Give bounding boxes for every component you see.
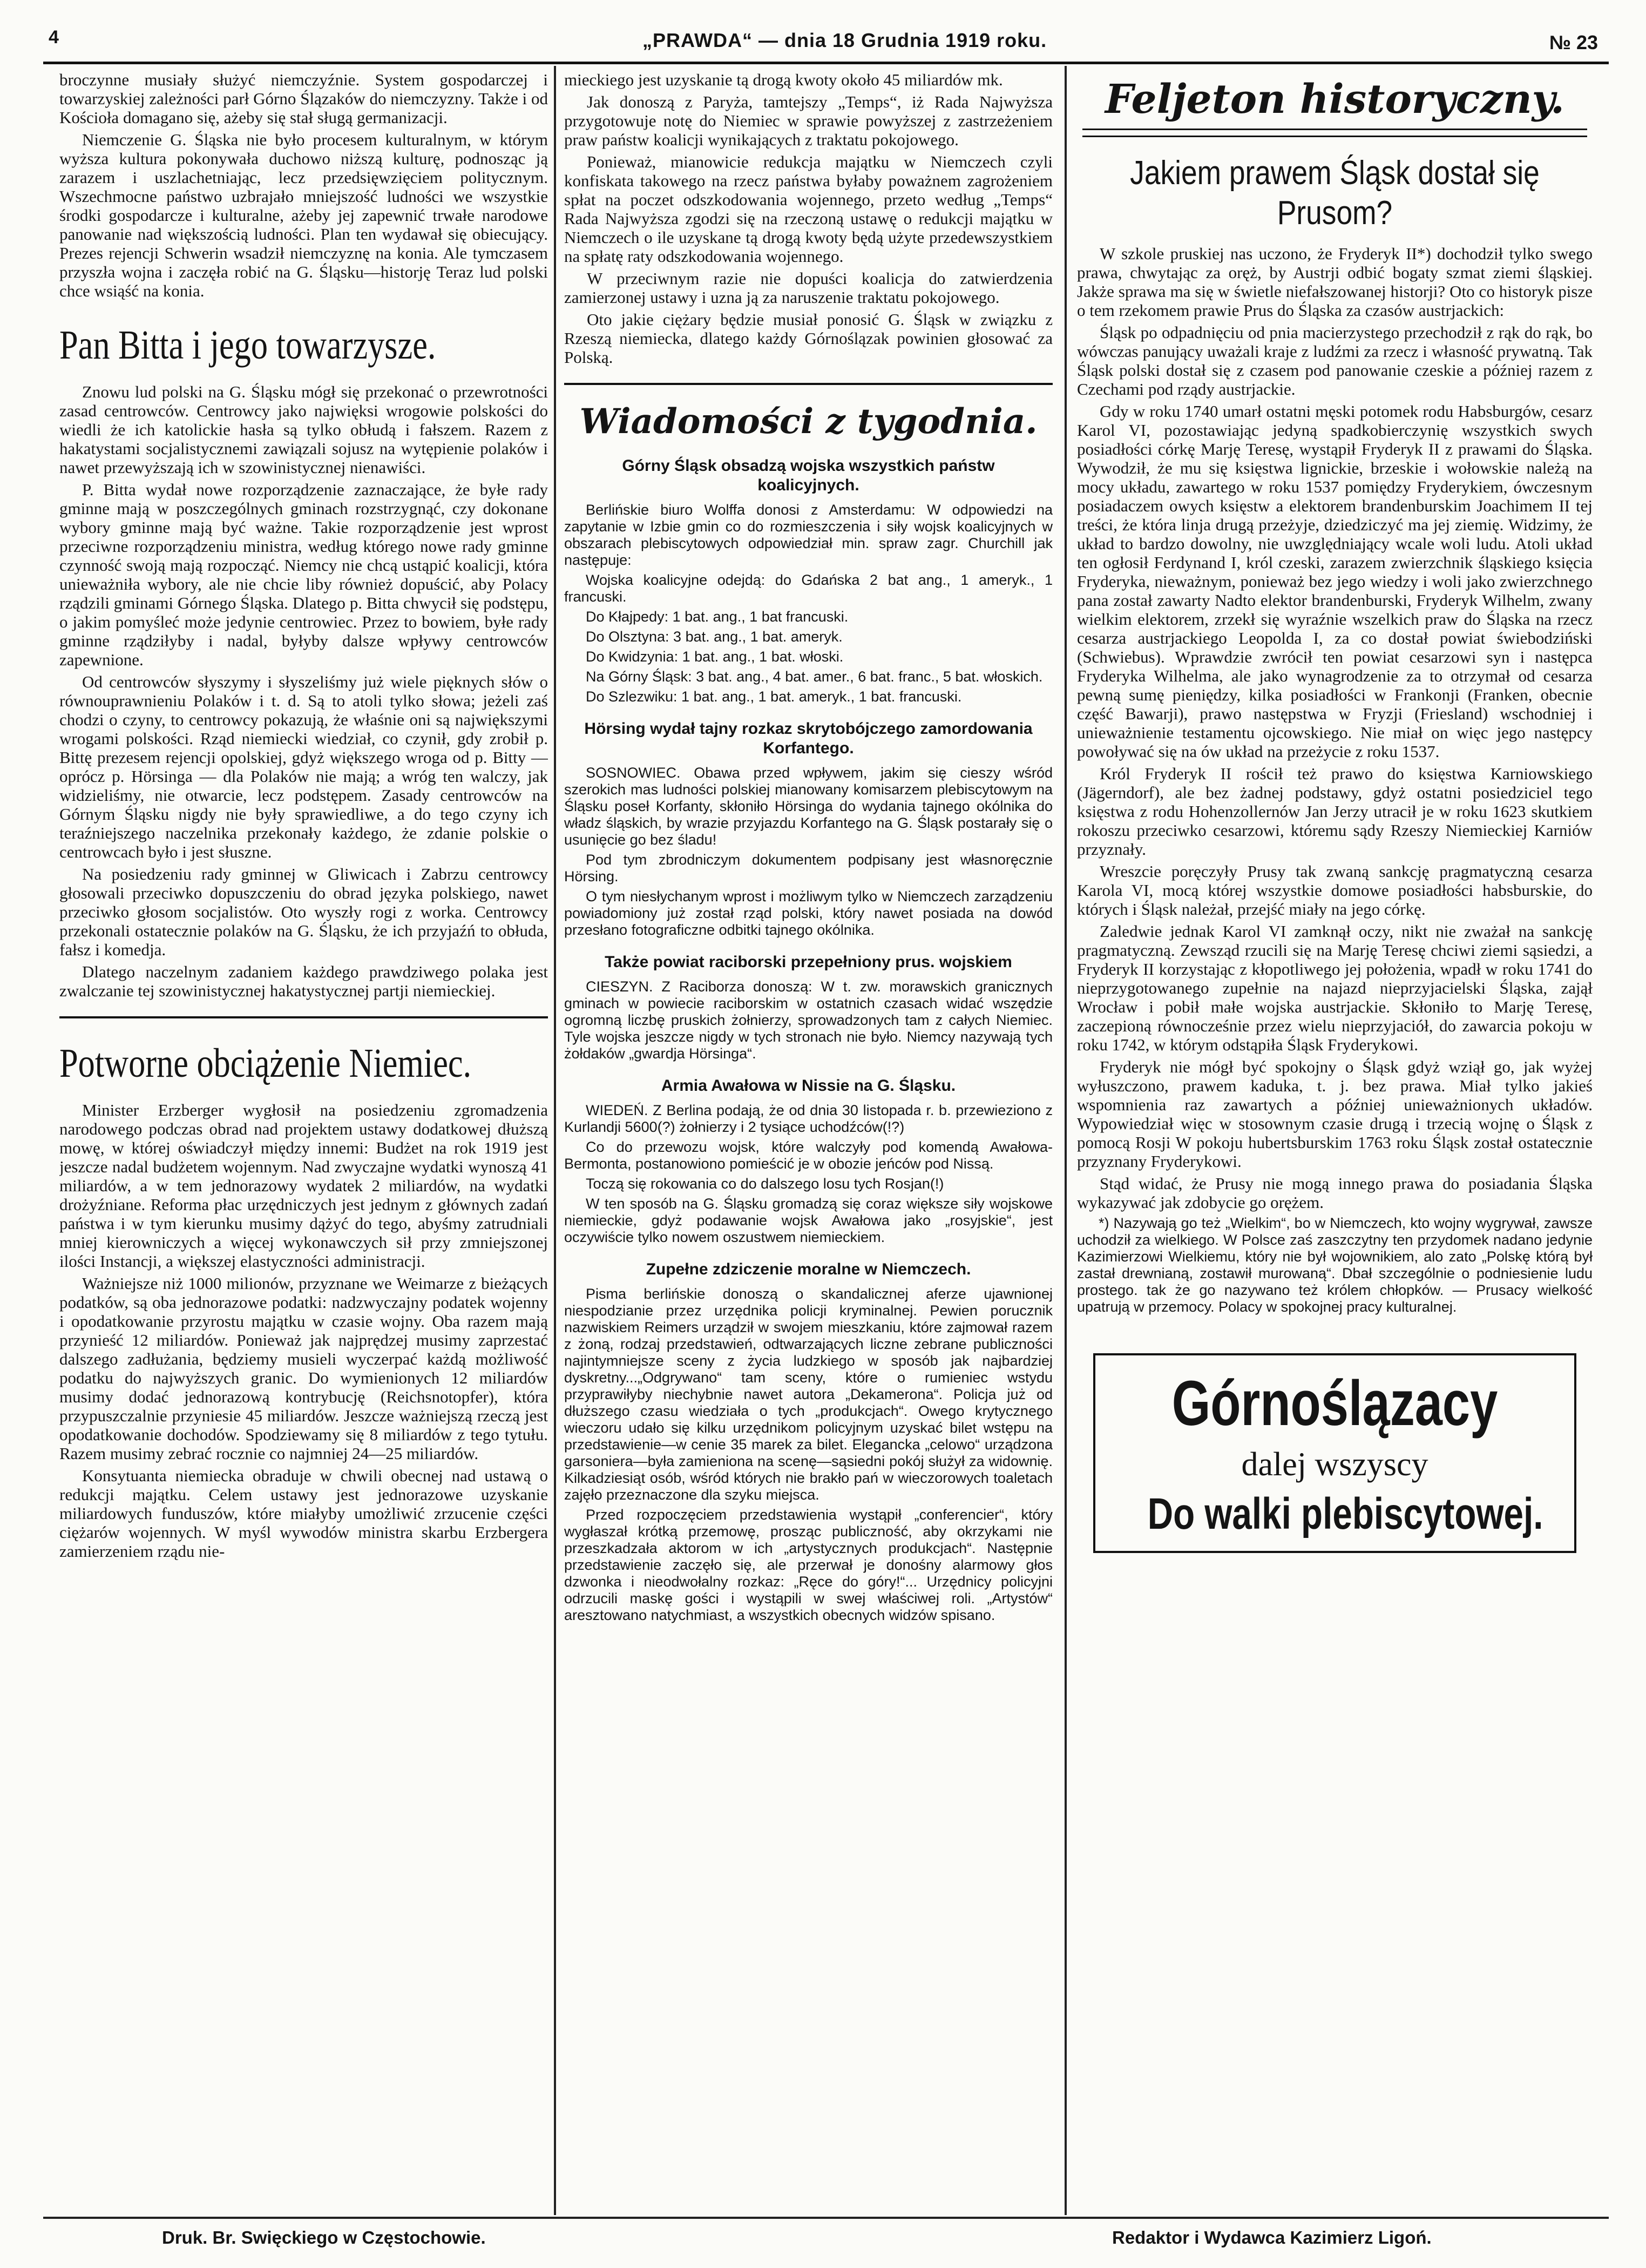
paragraph: Do Szlezwiku: 1 bat. ang., 1 bat. ameryk., 1 bat. francuski. bbox=[586, 688, 962, 705]
ad-line: dalej wszyscy bbox=[1241, 1446, 1428, 1483]
paragraph: Minister Erzberger wygłosił na posiedzeniu zgromadzenia narodowego podczas obrad nad projektem ustawy dodatkowej dłuższą mowę, w której oświadczył między innemi: Budżet na rok 1919 jest jeszcze nadal budżetem wojennym. Nad zwyczajne wydatki wynoszą 41 miliardów, a w tem jednorazowy wydatek 2 miliardów, na wydatki drożyźniane. Reforma płac urzędniczych jest jednym z głównych zadań państwa i w tym kierunku musimy dążyć do tego, abyśmy zatrudniali mniej kierowniczych a więcej wykonawczych sił przy zmniejszonej ilości Instancji, a większej elastyczności administracji. bbox=[59, 1101, 548, 1271]
article-headline: Pan Bitta i jego towarzysze. bbox=[59, 322, 436, 368]
paragraph: Król Fryderyk II rościł też prawo do księstwa Karniowskiego (Jägerndorf), ale bez żadnej podstawy, gdyż ostatni posiedziciel tego księstwa z rodu Hohenzollernów Jan Jerzy utracił je w roku 1623 skutkiem rokoszu przeciwko cesarzowi, któremu sądy Rzeszy Niemieckiej Karniów przyznały. bbox=[1077, 764, 1593, 859]
paragraph: Na posiedzeniu rady gminnej w Gliwicach i Zabrzu centrowcy głosowali przeciwko dopuszczeniu do obrad języka polskiego, nawet przeciwko głosom socjalistów. Oto wyszły rogi z worka. Centrowcy przekonali ostatecznie polaków na G. Śląsku, że ich przyjaźń to obłuda, fałsz i komedja. bbox=[59, 865, 548, 959]
paragraph: Co do przewozu wojsk, które walczyły pod komendą Awałowa-Bermonta, postanowiono pomieścić je w obozie jeńców pod Nissą. bbox=[564, 1139, 1053, 1172]
column-1 bbox=[59, 70, 548, 2214]
paragraph: Do Olsztyna: 3 bat. ang., 1 bat. ameryk. bbox=[586, 629, 843, 645]
ad-line: Do walki plebiscytowej. bbox=[1147, 1489, 1543, 1538]
news-item-title: Hörsing wydał tajny rozkaz skrytobójczego zamordowania Korfantego. bbox=[584, 720, 1033, 757]
ad-line: Górnoślązacy bbox=[1171, 1368, 1498, 1439]
paragraph: Gdy w roku 1740 umarł ostatni męski potomek rodu Habsburgów, cesarz Karol VI, pozostawiając jedyną spadkobierczynię wszystkich swych posiadłości córkę Marję Teresę, wystąpił Fryderyk II z prawami do Śląska. Wywodził, że mu się księstwa lignickie, brzeskie i wołowskie należą na mocy układu, zawartego w roku 1537 pomiędzy Fryderykiem, ówczesnym posiadaczem owych księstw a elektorem brandenburskim Joachimem II tej treści, że która linja drugą przeżyje, dziedziczyć ma jej ziemię. Widzimy, że układ to bardzo dowolny, nie uwzględniający wcale woli ludu. Atoli układ ten ogłosił Ferdynand I, król czeski, zarazem zwierzchnik śląskiego księcia Fryderyka, nieważnym, ponieważ bez jego wiedzy i woli jako zwierzchnego pana został zawarty Nadto elektor brandenburski, Fryderyk Wilhelm, zwany wielkim elektorem, zrzekł się wyraźnie wszelkich praw do Śląska na rzecz cesarza austrjackiego Leopolda I, za co dostał powiat świebodziński (Schwiebus). Wprawdzie zwrócił ten powiat cesarzowi syn i następca Fryderyka Wilhelma, ale jako wynagrodzenie za to otrzymał od cesarza pewną sumę pieniędzy, kilka posiadłości w Frankonji (Franken, obecnie część Bawarji), prawo następstwa w Fryzji (Friesland) wschodniej i unieważnienie testamentu ojcowskiego. Nie miał on więc jego następcy powoływać się na ów układ na przeżycie z roku 1537. bbox=[1077, 402, 1593, 761]
column-2 bbox=[564, 70, 1053, 2214]
feuilleton-headline: Feljeton historyczny. bbox=[1105, 76, 1564, 123]
section-divider bbox=[564, 383, 1053, 385]
paragraph: Wreszcie poręczyły Prusy tak zwaną sankcję pragmatyczną cesarza Karola VI, mocą której wszystkie domowe posiadłości habsburskie, do których i Śląsk należał, przejść miały na jego córkę. bbox=[1077, 862, 1593, 919]
paragraph: broczynne musiały służyć niemczyźnie. System gospodarczej i towarzyskiej zależności parł Górno Ślązaków do niemczyzny. Także i od Kościoła domagano się, ażeby się stał sługą germanizacji. bbox=[59, 70, 548, 127]
plebiscite-advertisement bbox=[1093, 1353, 1576, 1553]
paragraph: Od centrowców słyszymy i słyszeliśmy już wiele pięknych słów o równouprawnieniu Polaków i t. d. Są to atoli tylko słowa; jeżeli zaś chodzi o czyny, to centrowcy pokazują, że właśnie oni są największymi wrogami polskości. Rząd niemiecki wiedział, co czynił, gdy zrobił p. Bittę prezesem rejencji opolskiej, gdyż większego wroga od p. Bitty — oprócz p. Hörsinga — dla Polaków nie mają; a wróg ten walczy, jak widzieliśmy, nie otwarcie, lecz podstępem. Zasady centrowców na Górnym Śląsku nigdy nie były sprawiedliwe, a do tego czyny ich teraźniejszego naczelnika przekonały każdego, że zdanie polskie o centrowcach było i jest słuszne. bbox=[59, 672, 548, 861]
paragraph: Do Kłajpedy: 1 bat. ang., 1 bat francuski. bbox=[586, 609, 849, 625]
footer-rule bbox=[43, 2217, 1609, 2219]
issue-number: № 23 bbox=[1549, 31, 1598, 53]
paragraph: Toczą się rokowania co do dalszego losu tych Rosjan(!) bbox=[586, 1176, 944, 1192]
news-item-title: Także powiat raciborski przepełniony prus. wojskiem bbox=[605, 953, 1012, 971]
paragraph: Ważniejsze niż 1000 milionów, przyznane we Weimarze z bieżących podatków, są oba jednorazowe podatki: nadzwyczajny podatek wojenny i opodatkowanie przyrostu majątku w czasie wojny. Oba razem mają przynieść 12 miliardów. Ponieważ jak najprędzej musimy zaprzestać dalszego zadłużania, będziemy musieli wyczerpać każdą możliwość podatku do najwyższych granic. Do wymienionych 12 miliardów musimy dodać jednorazową kontrybucję (Reichsnotopfer), która przypuszczalnie przyniesie 45 miliardów. Jeszcze ważniejszą rzeczą jest opodatkowanie dochodów. Spodziewamy się 8 miliardów z tego tytułu. Razem musimy zebrać rocznie co najmniej 24—25 miliardów. bbox=[59, 1274, 548, 1463]
ornamental-rule bbox=[1082, 129, 1587, 137]
paragraph: Dlatego naczelnym zadaniem każdego prawdziwego polaka jest zwalczanie tej szowinistycznej hakatystycznej partji niemieckiej. bbox=[59, 962, 548, 1000]
paragraph: Wojska koalicyjne odejdą: do Gdańska 2 bat ang., 1 ameryk., 1 francuski. bbox=[564, 572, 1053, 605]
paragraph: Pisma berlińskie donoszą o skandalicznej aferze ujawnionej niespodzianie przez urzędnika policji kryminalnej. Pewien porucznik nazwiskiem Reimers urządził w swojem mieszkaniu, które zajmował razem z żoną, rodzaj przedstawień, odtwarzających liczne zebrane publiczności najintymniejsze sceny z życia ludzkiego w sposób jak najbardziej dyskretny...„Odgrywano“ tam sceny, które o rumieniec wstydu przyprawiłyby niechybnie nawet autora „Dekamerona“. Policja już od dłuższego czasu wiedziała o tych „produkcjach“. Owego krytycznego wieczoru udało się kilku urzędnikom policyjnym uzyskać bilet wstępu na przedstawienie—w cenie 35 marek za bilet. Elegancka „celowo“ urządzona garsoniera—była zamieniona na scenę—sąsiedni pokój służył za widownię. Kilkadziesiąt osób, wśród których nie brakło pań w wieczorowych toaletach zajęło przeznaczone dla szyku miejsca. bbox=[564, 1286, 1053, 1503]
paragraph: Zaledwie jednak Karol VI zamknął oczy, nikt nie zważał na sankcję pragmatyczną. Zewsząd rzucili się na Marję Teresę chciwi ziemi sąsiedzi, a Fryderyk II korzystając z kłopotliwego jej położenia, wpadł w roku 1741 do nieprzygotowanego zupełnie na najazd nieprzyjacielski Śląska, zajął Wrocław i pobił małe wojska austrjackie. Skłoniło to Marję Teresę, zaczepioną równocześnie przez wielu nieprzyjaciół, do zawarcia pokoju w roku 1742, w którym odstąpiła Śląsk Fryderykowi. bbox=[1077, 922, 1593, 1054]
paragraph: Śląsk po odpadnięciu od pnia macierzystego przechodził z rąk do rąk, bo wówczas panujący uważali kraje z ludźmi za rzecz i własność prywatną. Tak Śląsk polski dostał się z czasem pod panowanie czeskie a później razem z Czechami pod rządy austrjackie. bbox=[1077, 323, 1593, 399]
paragraph: O tym niesłychanym wprost i możliwym tylko w Niemczech zarządzeniu powiadomiony już został rząd polski, który nawet posiada na dowód przesłano fotograficzne odbitki tajnego okólnika. bbox=[564, 888, 1053, 938]
paragraph: SOSNOWIEC. Obawa przed wpływem, jakim się cieszy wśród szerokich mas ludności polskiej mianowany komisarzem plebiscytowym na Śląsku poseł Korfanty, skłoniło Hörsinga do wydania tajnego okólnika do władz śląskich, by wrazie przyjazdu Korfantego na G. Śląsk postarały się o usunięcie go bez śladu! bbox=[564, 765, 1053, 848]
paragraph: Ponieważ, mianowicie redukcja majątku w Niemczech czyli konfiskata takowego na rzecz państwa byłaby poważnem zagrożeniem spłat na poczet odszkodowania wojennego, przeto według „Temps“ Rada Najwyższa zgodzi się na rzeczoną ustawę o redukcji majątku w Niemczech o ile uzyskane tą drogą kwoty będą użyte przedewszystkiem na spłatę raty odszkodowania wojennego. bbox=[564, 152, 1053, 266]
paragraph: Konsytuanta niemiecka obraduje w chwili obecnej nad ustawą o redukcji majątku. Celem ustawy jest jednorazowe uzyskanie miliardowych funduszów, które miałyby umożliwić zrzucenie części ciężarów wojennych. W myśl wywodów ministra skarbu Erzbergera zamierzeniem rządu nie- bbox=[59, 1466, 548, 1561]
paragraph: Jak donoszą z Paryża, tamtejszy „Temps“, iż Rada Najwyższa przygotowuje notę do Niemiec w sprawie powyższej z zastrzeżeniem praw państw koalicji wynikających z traktatu pokojowego. bbox=[564, 92, 1053, 149]
paragraph: W szkole pruskiej nas uczono, że Fryderyk II*) dochodził tylko swego prawa, chwytając za oręż, by Austrji odbić bogaty szmat ziemi śląskiej. Jakże sprawa ma się w świetle niefałszowanej historji? Oto co historyk pisze o tem rzekomem prawie Prus do Śląska za czasów austrjackich: bbox=[1077, 244, 1593, 320]
paragraph: Niemczenie G. Śląska nie było procesem kulturalnym, w którym wyższa kultura pokonywała duchowo niższą kulturę, podnosząc ją zarazem i uszlachetniając, lecz przedsięwzięciem politycznym. Wszechmocne państwo uzbrajało mniejszość ludności we wszystkie środki gospodarcze i kulturalne, ażeby jej zapewnić trwałe narodowe panowanie nad większością ludności. Plan ten wydawał się obiecujący. Prezes rejencji Schwerin wsadził niemczyznę na konia. Ale tymczasem przyszła wojna i zaczęła robić na G. Śląsku—historję Teraz lud polski chce wsiąść na konia. bbox=[59, 130, 548, 300]
paragraph: Do Kwidzynia: 1 bat. ang., 1 bat. włoski. bbox=[586, 649, 844, 665]
paragraph: WIEDEŃ. Z Berlina podają, że od dnia 30 listopada r. b. przewieziono z Kurlandji 5600(?) żołnierzy i 2 tysiące uchodźców(!?) bbox=[564, 1102, 1053, 1135]
paragraph: Berlińskie biuro Wolffa donosi z Amsterdamu: W odpowiedzi na zapytanie w Izbie gmin co do rozmieszczenia i siły wojsk koalicyjnych w obszarach plebiscytowych odpowiedział min. spraw zagr. Churchill jak następuje: bbox=[564, 502, 1053, 568]
paragraph: Fryderyk nie mógł być spokojny o Śląsk gdyż wziął go, jak wyżej wyłuszczono, prawem kaduka, t. j. bez prawa. Miał tylko jakieś wspomnienia raz zawartych a później unieważnionych układów. Wypowiedział więc w stosownym czasie drugą i trzecią wojnę o Śląsk z pomocą Rosji W pokoju hubertsburskim 1763 roku Śląsk został ostatecznie przyznany Fryderykowi. bbox=[1077, 1057, 1593, 1171]
paragraph: Znowu lud polski na G. Śląsku mógł się przekonać o przewrotności zasad centrowców. Centrowcy jako najwięksi wrogowie polskości do wiedli że ich katolickie hasła są tylko obłudą i fałszem. Razem z hakatystami socjalistycznemi zawiązali sojusz na wytępienie polaków i nawet przewyższają ich w szowinistycznej nienawiści. bbox=[59, 382, 548, 477]
news-item-title: Armia Awałowa w Nissie na G. Śląsku. bbox=[661, 1077, 956, 1095]
column-3 bbox=[1077, 70, 1593, 2214]
paragraph: Na Górny Śląsk: 3 bat. ang., 4 bat. amer., 6 bat. franc., 5 bat. włoskich. bbox=[586, 669, 1043, 685]
news-section-headline: Wiadomości z tygodnia. bbox=[579, 401, 1038, 442]
column-divider bbox=[1065, 66, 1067, 2215]
page-number: 4 bbox=[49, 27, 59, 48]
paragraph: mieckiego jest uzyskanie tą drogą kwoty około 45 miliardów mk. bbox=[564, 70, 1003, 89]
paragraph: Stąd widać, że Prusy nie mogą innego prawa do posiadania Śląska wykazywać jak zdobycie go orężem. bbox=[1077, 1174, 1593, 1212]
news-item-title: Zupełne zdziczenie moralne w Niemczech. bbox=[646, 1260, 971, 1278]
printer-credit: Druk. Br. Swięckiego w Częstochowie. bbox=[162, 2228, 486, 2247]
masthead-date: „PRAWDA“ — dnia 18 Grudnia 1919 roku. bbox=[642, 29, 1047, 51]
page-header bbox=[43, 24, 1609, 64]
paragraph: W ten sposób na G. Śląsku gromadzą się coraz większe siły wojskowe niemieckie, gdyż podawanie wojsk Awałowa jako „rosyjskie“, jest oczywiście tylko nowem oszustwem niemieckiem. bbox=[564, 1196, 1053, 1245]
paragraph: W przeciwnym razie nie dopuści koalicja do zatwierdzenia zamierzonej ustawy i uzna ją za naruszenie traktatu pokojowego. bbox=[564, 269, 1053, 307]
paragraph: P. Bitta wydał nowe rozporządzenie zaznaczające, że byłe rady gminne mają w poszczególnych gminach rozstrzygnąć, czy dokonane wybory gminne mają być ważne. Takie rozporządzenie jest wprost przeciwne rozporządzeniu ministra, według którego nowe rady gminne czynność swoją mają rozpocząć. Niemcy nie chcą ustąpić koalicji, która unieważniła wybory, ale nie chcie liby również dopuścić, aby Polacy rządzili gminami Górnego Śląska. Dlatego p. Bitta chwycił się podstępu, o jakim pomyśleć może jedynie centrowiec. Przez to bowiem, byłe rady gminne rządziłyby i nadal, byłyby dalsze wpływy centrowców zapewnione. bbox=[59, 480, 548, 669]
paragraph: Pod tym zbrodniczym dokumentem podpisany jest własnoręcznie Hörsing. bbox=[564, 852, 1053, 885]
section-divider bbox=[59, 1016, 548, 1018]
footnote: *) Nazywają go też „Wielkim“, bo w Niemczech, kto wojny wygrywał, zawsze uchodził za wielkiego. W Polsce zaś zaszczytny ten przydomek nadano jedynie Kazimierzowi Wielkiemu, który nie był wojownikiem, alo zato „Polskę którą był zastał drewnianą, zostawił murowaną“. Dbał szczególnie o podniesienie ludu prostego. tak że go nazywano też królem chłopków. — Prusacy wielkość upatrują w przemocy. Polacy w spokojnej pracy kulturalnej. bbox=[1077, 1215, 1593, 1315]
editor-credit: Redaktor i Wydawca Kazimierz Ligoń. bbox=[1112, 2228, 1432, 2247]
feature-title: Jakiem prawem Śląsk dostał się Prusom? bbox=[1130, 154, 1540, 232]
paragraph: CIESZYN. Z Raciborza donoszą: W t. zw. morawskich granicznych gminach w powiecie raciborskim w ostatnich czasach widać wszędzie ogromną liczbę pruskich żołnierzy, sprowadzonych tam z całych Niemiec. Tyle wojska jeszcze nigdy w tych stronach nie było. Niemcy nazywają tych żołdaków „gwardja Hörsinga“. bbox=[564, 978, 1053, 1062]
news-item-title: Górny Śląsk obsadzą wojska wszystkich państw koalicyjnych. bbox=[622, 457, 995, 494]
article-headline: Potworne obciążenie Niemiec. bbox=[59, 1041, 472, 1086]
paragraph: Przed rozpoczęciem przedstawienia wystąpił „conferencier“, który wygłaszał krótką przemowę, prosząc publiczność, aby okrzykami nie przeszkadzała aktorom w ich „artystycznych produkcjach“. Następnie przedstawienie zaczęło się, ale przerwał je donośny alarmowy głos dzwonka i nieodwołalny rozkaz: „Ręce do góry!“... Urzędnicy policyjni odrzucili maskę gości i wystąpili w swej właściwej roli. „Artystów“ aresztowano natychmiast, a wszystkich obecnych widzów spisano. bbox=[564, 1507, 1053, 1623]
column-divider bbox=[554, 66, 556, 2215]
paragraph: Oto jakie ciężary będzie musiał ponosić G. Śląsk w związku z Rzeszą niemiecka, dlatego każdy Górnoślązak powinien głosować za Polską. bbox=[564, 310, 1053, 367]
